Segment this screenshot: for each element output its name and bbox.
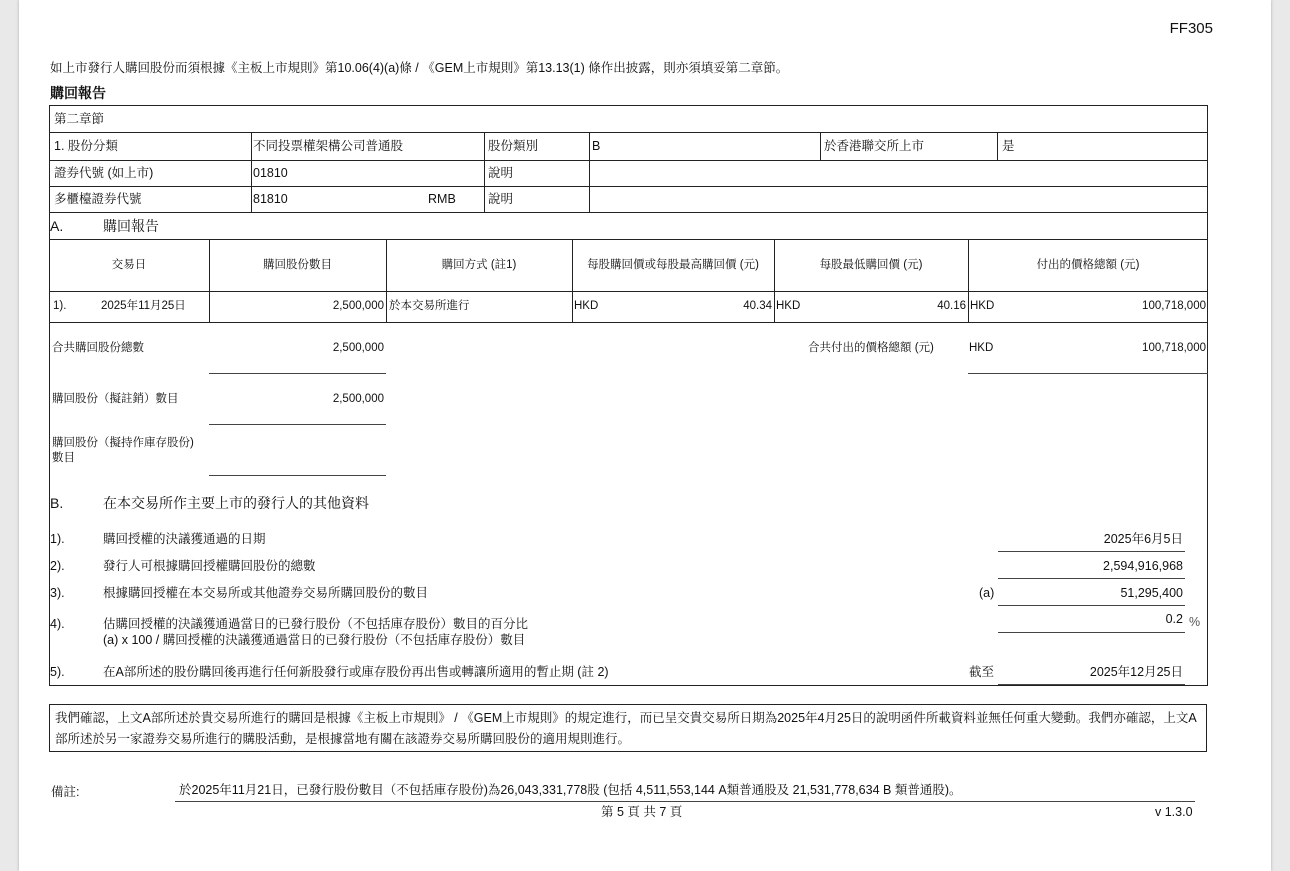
stock-code-label: 證券代號 (如上市) — [54, 166, 154, 180]
share-type-label: 股份類別 — [488, 139, 539, 153]
b-item-4-label-2: (a) x 100 / 購回授權的決議獲通過當日的已發行股份（不包括庫存股份）數目 — [103, 633, 526, 647]
form-code: FF305 — [1169, 20, 1213, 37]
section-title: 第二章節 — [54, 112, 105, 126]
stock-code-value: 01810 — [253, 166, 288, 180]
header-total: 付出的價格總額 (元) — [1036, 259, 1140, 271]
row-total-currency: HKD — [970, 300, 995, 312]
row-method: 於本交易所進行 — [389, 300, 470, 312]
b-item-5-value: 2025年12月25日 — [1089, 665, 1183, 679]
row-max-price: 40.34 — [743, 300, 772, 312]
b-item-3-prefix: (a) — [979, 586, 995, 600]
share-class-label: 1. 股份分類 — [54, 139, 118, 153]
row-min-price: 40.16 — [937, 300, 966, 312]
b-item-1-num: 1). — [50, 532, 65, 546]
row-number: 1). — [53, 300, 67, 312]
multi-counter-currency: RMB — [428, 192, 456, 206]
multi-counter-value: 81810 — [253, 192, 288, 206]
share-type-value: B — [592, 139, 601, 153]
row-min-currency: HKD — [776, 300, 801, 312]
cancel-shares-label: 購回股份（擬註銷）數目 — [52, 393, 179, 405]
b-item-3-num: 3). — [50, 586, 65, 600]
total-shares-label: 合共購回股份總數 — [52, 342, 144, 354]
b-item-4-suffix: % — [1189, 615, 1201, 629]
b-item-4-num: 4). — [50, 617, 65, 631]
document-page — [19, 0, 1271, 871]
listed-label: 於香港聯交所上市 — [824, 139, 925, 153]
row-total: 100,718,000 — [1142, 300, 1206, 312]
total-paid-value: 100,718,000 — [1142, 342, 1206, 354]
header-trade-date: 交易日 — [111, 259, 147, 271]
listed-value: 是 — [1002, 139, 1015, 153]
treasury-shares-label-1: 購回股份（擬持作庫存股份) — [52, 437, 194, 449]
header-method: 購回方式 (註1) — [441, 259, 517, 271]
b-item-3-value: 51,295,400 — [1120, 586, 1183, 600]
section-b-letter: B. — [50, 495, 64, 511]
cancel-shares-value: 2,500,000 — [332, 393, 384, 405]
total-shares-value: 2,500,000 — [332, 342, 384, 354]
b-item-2-value: 2,594,916,968 — [1103, 559, 1183, 573]
b-item-5-prefix: 截至 — [969, 665, 995, 679]
total-paid-currency: HKD — [969, 342, 994, 354]
description-label-2: 說明 — [488, 192, 514, 206]
b-item-1-value: 2025年6月5日 — [1103, 532, 1183, 546]
intro-text: 如上市發行人購回股份而須根據《主板上市規則》第10.06(4)(a)條 / 《GEM上市規則》第13.13(1) 條作出披露，則亦須填妥第二章節。 — [50, 61, 789, 75]
remarks-text: 於2025年11月21日，已發行股份數目（不包括庫存股份)為26,043,331,778股 (包括 4,511,553,144 A類普通股及 21,531,778,634 B 類普通股)。 — [179, 783, 962, 797]
version-label: v 1.3.0 — [1155, 805, 1193, 819]
section-a-letter: A. — [50, 218, 64, 234]
remarks-label: 備註: — [51, 785, 80, 799]
header-shares: 購回股份數目 — [263, 259, 332, 271]
b-item-4-value: 0.2 — [1165, 612, 1183, 626]
description-label: 說明 — [488, 166, 514, 180]
header-min-price: 每股最低購回價 (元) — [819, 259, 923, 271]
page-number: 第 5 頁 共 7 頁 — [601, 805, 683, 819]
confirmation-text: 我們確認，上文A部所述於貴交易所進行的購回是根據《主板上市規則》 / 《GEM上市規則》的規定進行，而已呈交貴交易所日期為2025年4月25日的說明函件所載資料並無任何重大變動。我們亦確認，上文A部所述於另一家證券交易所進行的購股活動，是根據當地有關在該證券交易所購回股份的適用規則進行。 — [49, 704, 1207, 752]
section-a-title: 購回報告 — [103, 218, 159, 234]
treasury-shares-label-2: 數目 — [52, 452, 75, 464]
section-b-title: 在本交易所作主要上市的發行人的其他資料 — [103, 495, 369, 511]
row-trade-date: 2025年11月25日 — [101, 300, 186, 312]
b-item-2-num: 2). — [50, 559, 65, 573]
b-item-1-label: 購回授權的決議獲通過的日期 — [103, 532, 266, 546]
b-item-2-label: 發行人可根據購回授權購回股份的總數 — [103, 559, 316, 573]
b-item-4-label: 估購回授權的決議獲通過當日的已發行股份（不包括庫存股份）數目的百分比 — [103, 617, 529, 631]
report-heading: 購回報告 — [50, 85, 106, 101]
total-paid-label: 合共付出的價格總額 (元) — [808, 342, 934, 354]
share-class-value: 不同投票權架構公司普通股 — [253, 139, 404, 153]
row-shares: 2,500,000 — [332, 300, 384, 312]
b-item-5-num: 5). — [50, 665, 65, 679]
multi-counter-label: 多櫃檯證券代號 — [54, 192, 142, 206]
header-max-price: 每股購回價或每股最高購回價 (元) — [587, 259, 759, 271]
row-max-currency: HKD — [574, 300, 599, 312]
b-item-5-label: 在A部所述的股份購回後再進行任何新股發行或庫存股份再出售或轉讓所適用的暫止期 (註 2) — [103, 665, 609, 679]
b-item-3-label: 根據購回授權在本交易所或其他證券交易所購回股份的數目 — [103, 586, 429, 600]
